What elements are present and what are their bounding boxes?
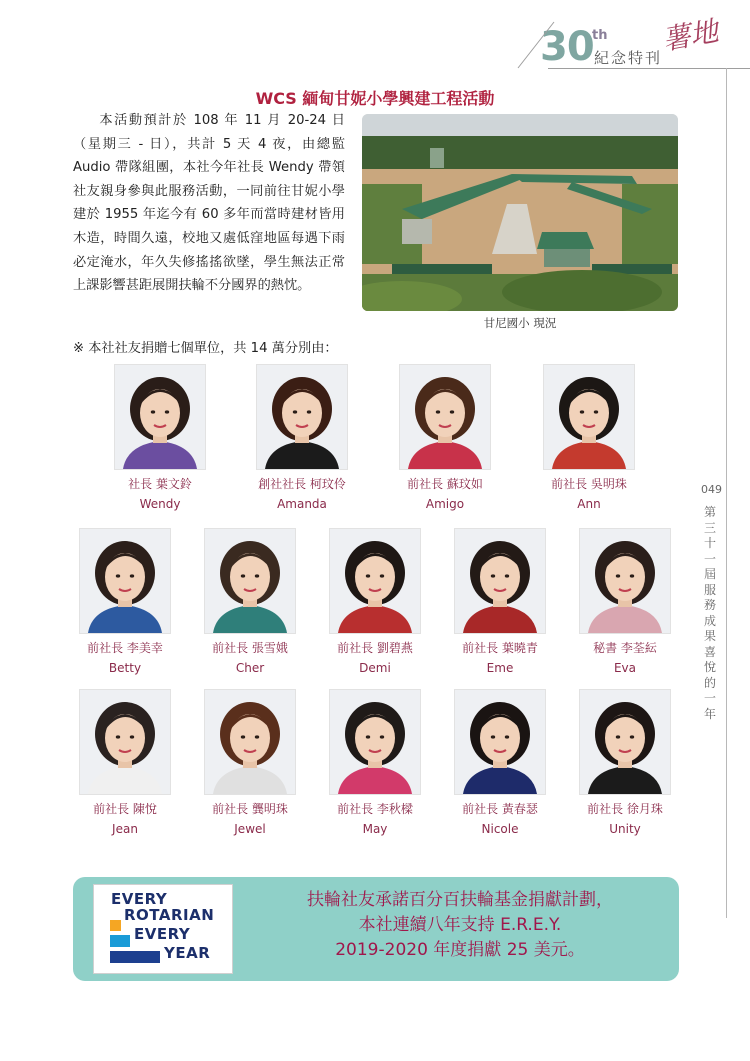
- donor-card: [440, 528, 560, 675]
- donor-portrait: [329, 528, 421, 634]
- article-body: 本活動預計於 108 年 11 月 20-24 日（星期三 - 日），共計 5 天 4 夜，由總監 Audio 帶隊組團，本社今年社長 Wendy 帶領社友親身參與此服務活動，一同前往甘妮小學建於 1955 年迄今有 60 多年而當時建材皆用木造，時間久遠，校地又處低窪地區每遇下雨必定淹水，年久失修搖搖欲墜，學生無法正常上課影響甚距展開扶輪不分國界的熱忱。: [73, 113, 345, 294]
- portrait-figure: [80, 529, 170, 633]
- portrait-figure: [544, 365, 634, 469]
- donor-portrait: [114, 364, 206, 470]
- portrait-figure: [580, 529, 670, 633]
- donor-portrait: [329, 689, 421, 795]
- donor-card: [529, 364, 649, 511]
- donor-english-name: Jean: [112, 822, 138, 836]
- donor-title: 秘書 李荃紜: [593, 641, 657, 655]
- donor-title: 前社長 黃春瑟: [462, 802, 538, 816]
- donor-card: [190, 689, 310, 836]
- school-aerial-image: [362, 114, 678, 311]
- erey-logo-line-2: ROTARIAN: [124, 906, 215, 924]
- donor-title: 前社長 劉碧燕: [337, 641, 413, 655]
- donor-english-name: Cher: [235, 661, 265, 675]
- donor-english-name: Amanda: [277, 497, 327, 511]
- portrait-figure: [400, 365, 490, 469]
- donor-english-name: Jewel: [234, 822, 266, 836]
- donor-english-name: Eme: [486, 661, 514, 675]
- donor-portrait: [454, 528, 546, 634]
- erey-logo-line-3: EVERY: [134, 925, 191, 943]
- donor-english-name: Demi: [359, 661, 391, 675]
- donor-title: 前社長 陳悅: [93, 802, 157, 816]
- portrait-figure: [257, 365, 347, 469]
- donor-title: 前社長 葉曉青: [462, 641, 538, 655]
- donor-title: 前社長 蘇玟如: [407, 477, 483, 491]
- portrait-figure: [205, 690, 295, 794]
- donor-card: [315, 689, 435, 836]
- banner-message: [255, 888, 665, 963]
- donor-card: [65, 528, 185, 675]
- donor-title: 創社社長 柯玟伶: [258, 477, 346, 491]
- donor-english-name: Eva: [613, 661, 637, 675]
- donor-portrait: [454, 689, 546, 795]
- donor-english-name: Ann: [577, 497, 601, 511]
- header-slash: [516, 20, 556, 70]
- donor-card: [190, 528, 310, 675]
- donor-card: [440, 689, 560, 836]
- portrait-figure: [455, 690, 545, 794]
- donor-card: [315, 528, 435, 675]
- donor-title: 前社長 吳明珠: [551, 477, 627, 491]
- erey-logo-line-4: YEAR: [164, 944, 211, 962]
- donor-english-name: May: [362, 822, 388, 836]
- article-title: WCS 緬甸甘妮小學興建工程活動: [255, 89, 495, 108]
- donor-card: [385, 364, 505, 511]
- anniversary-superscript: th: [592, 28, 608, 43]
- donor-portrait: [399, 364, 491, 470]
- donor-portrait: [204, 528, 296, 634]
- donor-english-name: Betty: [108, 661, 142, 675]
- donor-title: 前社長 李秋樑: [337, 802, 413, 816]
- margin-rule: [726, 68, 727, 918]
- donor-title: 前社長 李美幸: [87, 641, 163, 655]
- erey-logo-orange-square: [110, 920, 121, 931]
- school-photo: [362, 114, 678, 311]
- donor-portrait: [204, 689, 296, 795]
- donor-card: [100, 364, 220, 511]
- portrait-figure: [205, 529, 295, 633]
- erey-logo-line-1: EVERY: [111, 890, 168, 908]
- erey-logo-navy-bar: [110, 951, 160, 963]
- donor-title: 前社長 龔明珠: [212, 802, 288, 816]
- anniversary-number: 30: [540, 24, 594, 70]
- donor-note: ※ 本社社友捐贈七個單位，共 14 萬分別由：: [73, 341, 338, 356]
- donor-portrait: [79, 528, 171, 634]
- donor-title: 前社長 徐月珠: [587, 802, 663, 816]
- donor-english-name: Amigo: [425, 497, 465, 511]
- banner-line-1: 扶輪社友承諾百分百扶輪基金捐獻計劃，: [307, 890, 613, 910]
- donor-title: 社長 葉文鈴: [128, 477, 192, 491]
- donor-card: [242, 364, 362, 511]
- donor-portrait: [256, 364, 348, 470]
- portrait-figure: [80, 690, 170, 794]
- portrait-figure: [115, 365, 205, 469]
- page-number: 049: [701, 483, 722, 496]
- donor-title: 前社長 張雪娥: [212, 641, 288, 655]
- erey-logo-blue-bar: [110, 935, 130, 947]
- banner-line-2: 本社連續八年支持 E.R.E.Y.: [358, 915, 562, 935]
- portrait-figure: [580, 690, 670, 794]
- donor-english-name: Nicole: [481, 822, 519, 836]
- banner-line-3: 2019-2020 年度捐獻 25 美元。: [335, 940, 585, 960]
- portrait-figure: [455, 529, 545, 633]
- chapter-title-vertical: 第三十一屆服務成果喜悅的一年: [703, 505, 716, 721]
- donor-portrait: [579, 528, 671, 634]
- donor-card: [565, 528, 685, 675]
- donor-card: [65, 689, 185, 836]
- donor-portrait: [79, 689, 171, 795]
- donor-english-name: Wendy: [139, 497, 181, 511]
- calligraphy-logo: 薯地: [659, 14, 721, 57]
- donor-card: [565, 689, 685, 836]
- photo-caption: 甘尼國小 現況: [483, 316, 557, 330]
- portrait-figure: [330, 529, 420, 633]
- donor-portrait: [543, 364, 635, 470]
- publication-subtitle: 紀念特刊: [594, 49, 663, 67]
- donor-english-name: Unity: [609, 822, 641, 836]
- donor-portrait: [579, 689, 671, 795]
- portrait-figure: [330, 690, 420, 794]
